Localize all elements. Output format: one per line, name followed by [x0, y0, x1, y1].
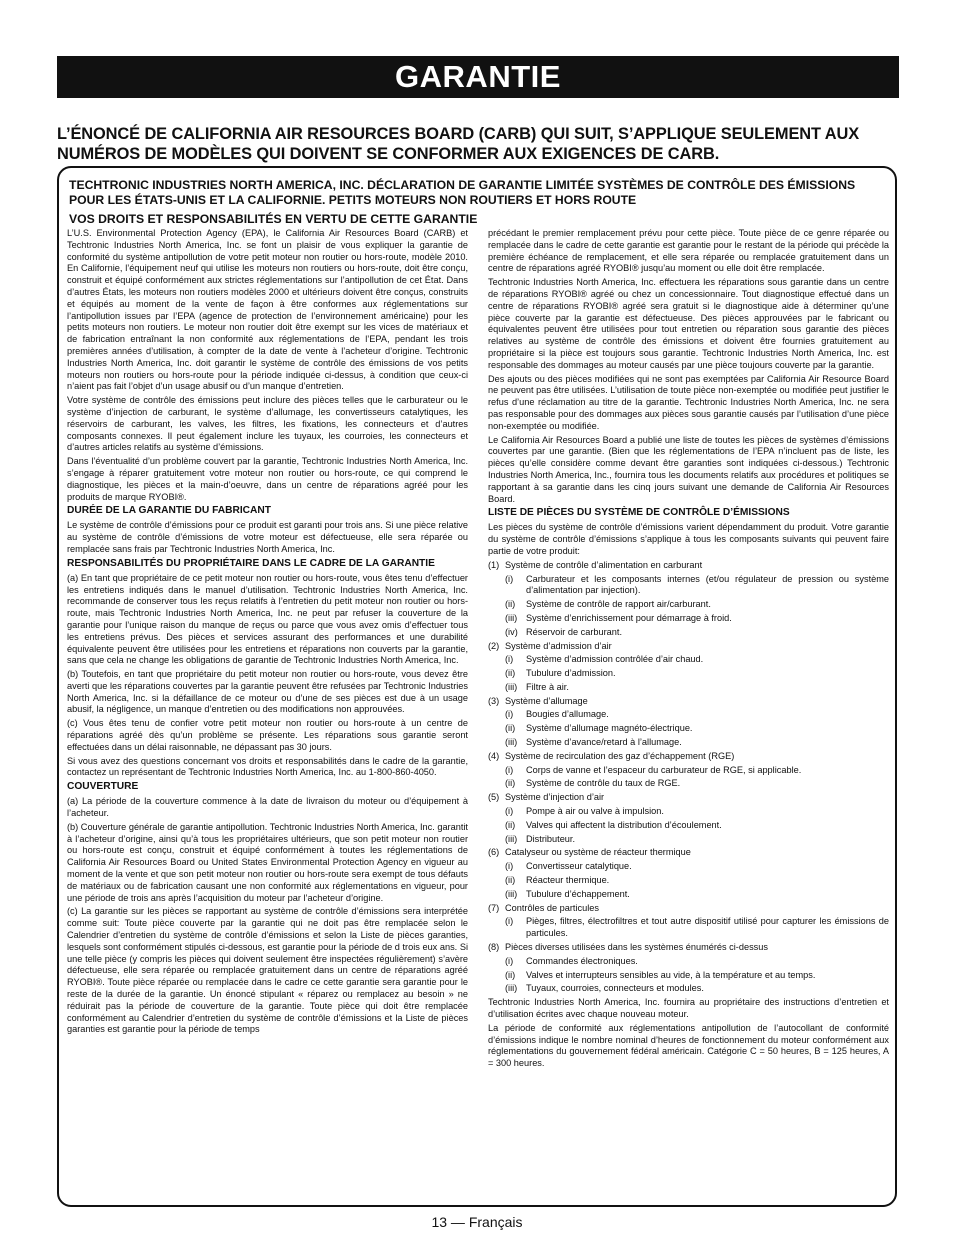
warranty-box — [57, 166, 897, 1207]
system-label: Contrôles de particules — [505, 902, 599, 913]
part-item — [505, 916, 889, 940]
system-parts-list — [505, 956, 889, 995]
part-text: Pièges, filtres, électrofiltres et tout autre dispositif utilisé pour capturer les émissions de particules. — [526, 916, 889, 939]
owner-resp-c: (c) Vous êtes tenu de confier votre petit moteur non routier ou hors-route à un centre de réparations agréé dès qu’un problème se présente. Les réparations sous garantie seront effectuées dans un délai raisonnable, ne dépassant pas 30 jours. — [67, 718, 468, 752]
system-parts-list — [505, 709, 889, 748]
part-text: Réservoir de carburant. — [526, 626, 623, 637]
system-number: (6) — [488, 847, 500, 858]
system-label: Système de recirculation des gaz d’échappement (RGE) — [505, 750, 735, 761]
system-item — [488, 560, 889, 639]
part-item — [505, 778, 889, 790]
system-parts-paragraph: Votre système de contrôle des émissions peut inclure des pièces telles que le carburateur ou le système d’injection de carburant, le système d’allumage, les convertisseurs catalytiques, les réservoirs de carburant, les valves, les filtres, les fixations, les connecteurs et d’autres composants connexes. Il peut également inclure les tuyaux, les courroies, les connecteurs et d’autres articles relatifs au système d’émissions. — [67, 395, 468, 453]
system-label: Système d’allumage — [505, 695, 588, 706]
part-number: (ii) — [505, 668, 516, 679]
system-item — [488, 847, 889, 900]
instructions-paragraph: Techtronic Industries North America, Inc. fournira au propriétaire des instructions d’entretien et d’utilisation écrites avec chaque nouveau moteur. — [488, 997, 889, 1020]
coverage-c: (c) La garantie sur les pièces se rapportant au système de contrôle d’émissions sera interprétée comme suit: Toute pièce couverte par la garantie qui ne doit pas être remplacée selon le Calendrier d’entretien du système de contrôle d’émissions et selon la Liste de pièces garanties, lesquels sont conformément stipulés ci-dessous, est garantie pour la période de d trois eux ans. Si une telle pièce (y compris les pièces qui doivent seulement être inspectées régulièrement) s’avère défectueuse, elle sera réparée ou remplacée gratuitement dans un centre de réparations agréé RYOBI®. Toute pièce réparée ou remplacée dans le cadre ce cette garantie sera garantie pour le reste de la durée de la garantie. Un énoncé stipulant « réparez ou remplacez au besoin » ne réduirait pas la période de couverture de la garantie. Toute pièce qui doit être remplacée conformément au Calendrier d’entretien du système de contrôle d’émissions et la Liste de pièces garanties est garantie pour la période de temps — [67, 906, 468, 1035]
part-text: Réacteur thermique. — [526, 875, 610, 886]
coverage-b: (b) Couverture générale de garantie antipollution. Techtronic Industries North America, Inc. garantit à l’acheteur d’origine, ainsi qu’à tous les propriétaires ultérieurs, que son petit moteur non routier ou hors-route est conçu, construit et équipé conformément à toutes les réglementations de California Air Resources Board ou United States Environmental Protection Agency en vigueur au moment de la vente et que son petit moteur non routier ou hors-route sera exempt de tous défauts de matériaux ou de fabrication causant une non conformité aux réglementations en vigueur, pour une période de trois ans après l’acquisition du moteur par l’acheteur d’origine. — [67, 821, 468, 903]
part-item — [505, 668, 889, 680]
system-number: (1) — [488, 559, 500, 570]
system-label: Catalyseur ou système de réacteur thermique — [505, 847, 691, 858]
continuation-paragraph: précédant le premier remplacement prévu pour cette pièce. Toute pièce de ce genre réparée ou remplacée dans le cadre de cette garantie est garantie pour le restant de la période qui précède la première échéance de remplacement, et elle sera réparée ou remplacée gratuitement dans un centre de réparations agréé RYOBI® jusqu’au moment ou elle doit être remplacée. — [488, 228, 889, 274]
contact-paragraph: Si vous avez des questions concernant vos droits et responsabilités dans le cadre de la garantie, contactez un représentant de Techtronic Industries North America, Inc. au 1-800-860-4050. — [67, 755, 468, 778]
page-footer: 13 — Français — [431, 1214, 523, 1230]
carb-statement-heading: L’ÉNONCÉ DE CALIFORNIA AIR RESOURCES BOARD (CARB) QUI SUIT, S’APPLIQUE SEULEMENT AUX NUMÉROS DE MODÈLES QUI DOIVENT SE CONFORMER AUX EXIGENCES DE CARB. — [57, 125, 860, 163]
system-item — [488, 696, 889, 749]
part-text: Tuyaux, courroies, connecteurs et modules. — [526, 983, 704, 994]
part-text: Système d’enrichissement pour démarrage à froid. — [526, 612, 732, 623]
service-paragraph: Techtronic Industries North America, Inc. effectuera les réparations sous garantie dans un centre de réparations RYOBI® agréé ou chez un concessionnaire. Tout diagnostique effectué dans un centre de réparations RYOBI® agréé sera gratuit si le diagnostique aide à déterminer qu’une pièce couverte par la garantie est défectueuse. Des pièces approuvées par le fabricant ou équivalentes peuvent être utilisées pour tout entretien ou réparation sous garantie des pièces relatives au système de contrôle des émissions et doivent être fournies gratuitement au propriétaire si la pièce est toujours sous garantie. Techtronic Industries North America, Inc. est responsable des dommages au moteur causés par une pièce toujours couverte par la garantie. — [488, 277, 889, 370]
part-number: (ii) — [505, 875, 516, 886]
rights-heading: VOS DROITS ET RESPONSABILITÉS EN VERTU DE CETTE GARANTIE — [69, 212, 478, 226]
part-number: (iii) — [505, 612, 518, 623]
part-number: (i) — [505, 654, 514, 665]
part-item — [505, 889, 889, 901]
carb-list-paragraph: Le California Air Resources Board a publié une liste de toutes les pièces de systèmes d’émissions couvertes par une garantie. (Bien que les réglementations de l’EPA n’incluent pas de liste, les pièces qu’elle considère comme devant être garanties sont indiquées ci-dessous.) Techtronic Industries North America, Inc., fournira tous les documents relatifs aux procédures et politiques se rapportant à sa garantie dans les cinq jours suivant une demande de California Air Resources Board. — [488, 434, 889, 504]
part-number: (iii) — [505, 681, 518, 692]
part-number: (ii) — [505, 819, 516, 830]
part-number: (i) — [505, 709, 514, 720]
system-number: (4) — [488, 750, 500, 761]
part-text: Pompe à air ou valve à impulsion. — [526, 806, 664, 817]
part-item — [505, 613, 889, 625]
system-item — [488, 751, 889, 790]
system-label: Pièces diverses utilisées dans les systèmes énumérés ci-dessus — [505, 942, 768, 953]
page-title: GARANTIE — [395, 59, 561, 94]
part-text: Filtre à air. — [526, 681, 569, 692]
part-text: Valves qui affectent la distribution d’écoulement. — [526, 819, 722, 830]
part-number: (iii) — [505, 833, 518, 844]
part-item — [505, 723, 889, 735]
warranty-box-heading: TECHTRONIC INDUSTRIES NORTH AMERICA, INC. DÉCLARATION DE GARANTIE LIMITÉE SYSTÈMES DE CONTRÔLE DES ÉMISSIONS POUR LES ÉTATS-UNIS ET LA CALIFORNIE. PETITS MOTEURS NON ROUTIERS ET HORS ROUTE — [69, 178, 856, 207]
system-number: (5) — [488, 792, 500, 803]
part-item — [505, 709, 889, 721]
owner-resp-b: (b) Toutefois, en tant que propriétaire du petit moteur non routier ou hors-route, vous devez être averti que les réparations couvertes par la garantie peuvent être refusées par Techtronic Industries North America, Inc. si la défaillance de ce moteur ou d’une de ses pièces est due à un usage abusif, la négligence, un manque d’entretien ou des modifications non approuvées. — [67, 669, 468, 715]
part-item — [505, 861, 889, 873]
system-item — [488, 942, 889, 995]
system-number: (7) — [488, 902, 500, 913]
part-item — [505, 834, 889, 846]
coverage-heading: COUVERTURE — [67, 781, 139, 793]
part-text: Tubulure d’échappement. — [526, 888, 630, 899]
part-item — [505, 806, 889, 818]
part-text: Corps de vanne et l’espaceur du carburateur de RGE, si applicable. — [526, 764, 802, 775]
part-number: (ii) — [505, 599, 516, 610]
part-item — [505, 820, 889, 832]
system-parts-list — [505, 861, 889, 900]
part-text: Système de contrôle de rapport air/carburant. — [526, 599, 711, 610]
compliance-period-paragraph: La période de conformité aux réglementations antipollution de l’autocollant de conformité d’émissions indique le nombre nominal d’heures de fonctionnement du moteur conformément aux réglementations du gouvernement fédéral américain. Catégorie C = 50 heures, B = 125 heures, A = 300 heures. — [488, 1022, 889, 1069]
system-item — [488, 792, 889, 845]
part-text: Carburateur et les composants internes (et/ou régulateur de pression ou système d’alimentation par injection). — [526, 573, 889, 596]
duration-paragraph: Le système de contrôle d’émissions pour ce produit est garanti pour trois ans. Si une pièce relative au système de contrôle d’émissions de votre moteur est défectueuse, elle sera réparée ou remplacée sans frais par Techtronic Industries North America, Inc. — [67, 520, 468, 554]
system-parts-list — [505, 916, 889, 940]
part-number: (i) — [505, 764, 514, 775]
part-item — [505, 983, 889, 995]
part-text: Bougies d’allumage. — [526, 709, 609, 720]
system-parts-list — [505, 654, 889, 693]
system-label: Système d’injection d’air — [505, 792, 605, 803]
part-text: Distributeur. — [526, 833, 576, 844]
part-number: (ii) — [505, 723, 516, 734]
part-item — [505, 654, 889, 666]
system-parts-list — [505, 574, 889, 639]
part-text: Commandes électroniques. — [526, 955, 638, 966]
part-number: (ii) — [505, 969, 516, 980]
system-number: (3) — [488, 695, 500, 706]
part-item — [505, 956, 889, 968]
system-label: Système d’admission d’air — [505, 640, 612, 651]
part-number: (i) — [505, 916, 514, 927]
part-item — [505, 599, 889, 611]
duration-heading: DURÉE DE LA GARANTIE DU FABRICANT — [67, 505, 271, 517]
part-item — [505, 737, 889, 749]
owner-resp-a: (a) En tant que propriétaire de ce petit moteur non routier ou hors-route, vous êtes tenu d’effectuer les entretiens indiqués dans le manuel d’utilisation. Techtronic Industries North America, Inc. recommande de conserver tous les reçus relatifs à l’entretien du petit moteur non routier ou hors-route, mais Techtronic Industries North America, Inc. ne peut par refuser la couverture de la garantie pour l’unique raison du manque de reçus ou parce que vous avez omis d’effectuer tous les entretiens prévus. Des pièces et services assurant des performances et une durabilité équivalente peuvent être utilisées pour les entretiens et réparations non couverts par la garantie, sans que cela ne change les obligations de garantie de Techtronic Industries North America, Inc. — [67, 572, 468, 666]
part-number: (iii) — [505, 888, 518, 899]
parts-list-intro: Les pièces du système de contrôle d’émissions varient dépendamment du produit. Votre garantie du système de contrôle d’émissions s’applique à tous les composants suivants qui peuvent faire partie de votre produit: — [488, 522, 889, 556]
intro-paragraph: L’U.S. Environmental Protection Agency (EPA), le California Air Resources Board (CARB) et Techtronic Industries North America, Inc. se font un plaisir de vous expliquer la garantie de conformité du système antipollution de votre petit moteur non routier ou hors-route, modèle 2010. En Californie, l’équipement neuf qui utilise les moteurs non routiers ou hors-route, doit être conçu, construit et équipé conformément aux strictes réglementations sur l’antipollution de cet État. Dans d’autres États, les moteurs non routiers modèles 2000 et ultérieurs doivent être conçus, construits et équipés au moment de la vente de façon à être conformes aux réglementations sur l’antipollution issues par l’EPA (agence de protection de l’environnement américaine) pour les petits moteurs non routiers. Le moteur non routier doit être exempt sur les vices de matériaux et de fabrication entraînant la non conformité aux réglementations de l’EPA, pendant les trois premières années d’utilisation, à compter de la date de vente à l’acheteur d’origine. Techtronic Industries North America, Inc. doit garantir le système de contrôle des émissions de vos petits moteurs non routiers ou hors-route pour la période indiquée ci-dessus, à condition que ceux-ci n’aient pas fait l’objet d’un usage abusif ou d’un manque d’entretien. — [67, 228, 468, 392]
title-banner — [57, 56, 899, 98]
coverage-a: (a) La période de la couverture commence à la date de livraison du moteur ou d’équipement à l’acheteur. — [67, 796, 468, 819]
system-number: (2) — [488, 640, 500, 651]
system-item — [488, 903, 889, 940]
part-item — [505, 627, 889, 639]
part-text: Système d’avance/retard à l’allumage. — [526, 737, 682, 748]
system-parts-list — [505, 806, 889, 845]
part-number: (i) — [505, 955, 514, 966]
part-number: (iii) — [505, 983, 518, 994]
part-number: (i) — [505, 806, 514, 817]
part-number: (iv) — [505, 626, 518, 637]
part-item — [505, 765, 889, 777]
system-parts-list — [505, 765, 889, 791]
part-number: (iii) — [505, 737, 518, 748]
system-item — [488, 641, 889, 694]
part-number: (i) — [505, 573, 514, 584]
owner-responsibilities-heading: RESPONSABILITÉS DU PROPRIÉTAIRE DANS LE CADRE DE LA GARANTIE — [67, 557, 435, 569]
part-text: Tubulure d’admission. — [526, 668, 616, 679]
part-text: Système d’admission contrôlée d’air chaud. — [526, 654, 704, 665]
part-number: (ii) — [505, 778, 516, 789]
repair-paragraph: Dans l’éventualité d’un problème couvert par la garantie, Techtronic Industries North America, Inc. s’engage à réparer gratuitement votre moteur non routier ou hors-route, ce qui comprend le diagnostique, les pièces et la main-d’oeuvre, dans un centre de réparations agréé pour les produits de marque RYOBI®. — [67, 456, 468, 502]
part-text: Système de contrôle du taux de RGE. — [526, 778, 681, 789]
part-text: Convertisseur catalytique. — [526, 861, 632, 872]
part-item — [505, 574, 889, 598]
modified-parts-paragraph: Des ajouts ou des pièces modifiées qui ne sont pas exemptées par California Air Resource Board ne peuvent pas être utilisées. L’utilisation de toute pièce non-exemptée ou modifiée peut justifier le refus d’une réclamation au titre de la garantie. Techtronic Industries North America, Inc. ne sera pas responsable pour des dommages aux pièces sous garantie causés par l’utilisation d’une pièce non-exemptée ou modifiée. — [488, 373, 889, 431]
part-item — [505, 875, 889, 887]
part-number: (i) — [505, 861, 514, 872]
system-number: (8) — [488, 942, 500, 953]
part-item — [505, 970, 889, 982]
emission-systems-list — [488, 560, 889, 996]
part-text: Système d’allumage magnéto-électrique. — [526, 723, 693, 734]
left-column — [67, 228, 468, 1038]
parts-list-heading: LISTE DE PIÈCES DU SYSTÈME DE CONTRÔLE D’ÉMISSIONS — [488, 507, 790, 519]
part-text: Valves et interrupteurs sensibles au vide, à la température et au temps. — [526, 969, 816, 980]
system-label: Système de contrôle d’alimentation en carburant — [505, 559, 703, 570]
right-column — [488, 228, 889, 1072]
part-item — [505, 682, 889, 694]
